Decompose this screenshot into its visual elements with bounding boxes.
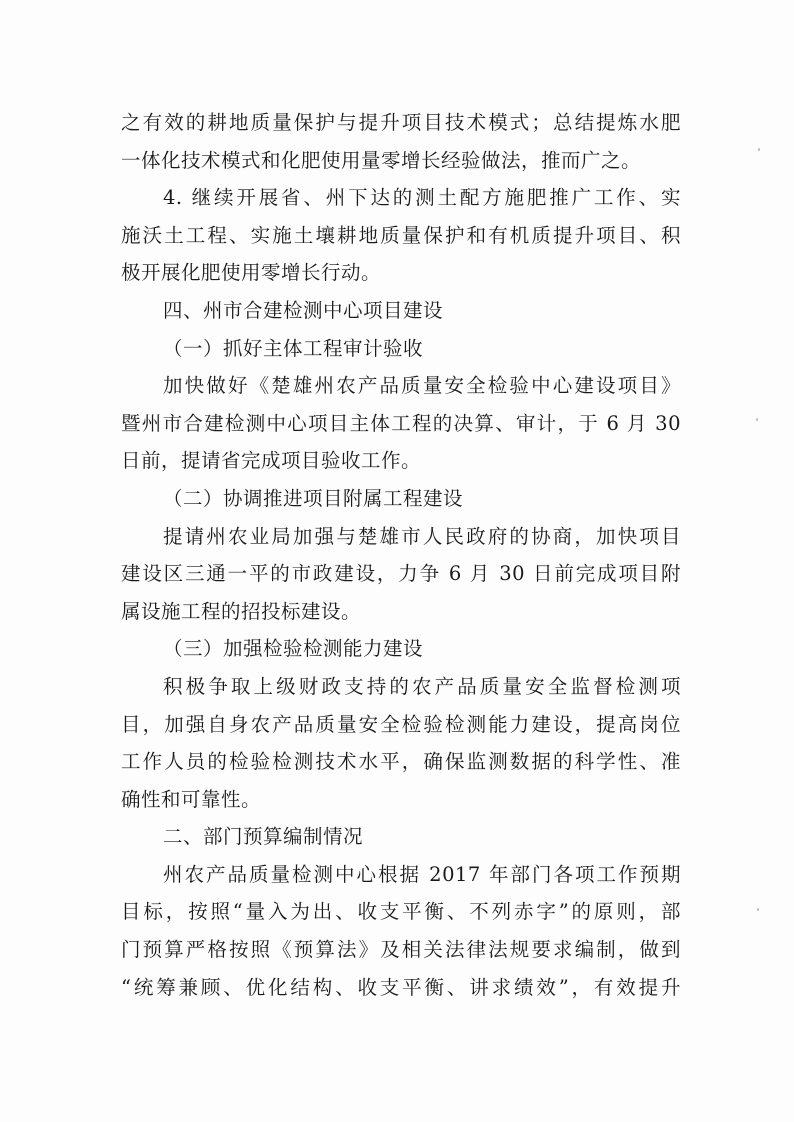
- subsection-heading: （一）抓好主体工程审计验收: [163, 336, 424, 360]
- text-line: 提请州农业局加强与楚雄市人民政府的协商，加快项目: [163, 524, 681, 548]
- text-line: 确性和可靠性。: [121, 787, 262, 811]
- subsection-heading: （二）协调推进项目附属工程建设: [163, 486, 464, 510]
- text-line: “统筹兼顾、优化结构、收支平衡、讲求绩效”，有效提升: [121, 975, 681, 999]
- text-line: 建设区三通一平的市政建设，力争 6 月 30 日前完成项目附: [121, 562, 681, 586]
- text-line: 之有效的耕地质量保护与提升项目技术模式；总结提炼水肥: [121, 111, 681, 134]
- text-line: 一体化技术模式和化肥使用量零增长经验做法，推而广之。: [121, 148, 642, 172]
- section-heading: 二、部门预算编制情况: [163, 825, 364, 849]
- text-line: 加快做好《楚雄州农产品质量安全检验中心建设项目》: [163, 374, 681, 398]
- text-line: 工作人员的检验检测技术水平，确保监测数据的科学性、准: [121, 750, 681, 774]
- text-line: 极开展化肥使用零增长行动。: [121, 261, 382, 285]
- text-line: 目标，按照“量入为出、收支平衡、不列赤字”的原则，部: [121, 900, 681, 924]
- subsection-heading: （三）加强检验检测能力建设: [163, 637, 424, 661]
- scan-speck: [757, 908, 759, 911]
- text-line: 施沃土工程、实施土壤耕地质量保护和有机质提升项目、积: [121, 223, 681, 247]
- text-line: 州农产品质量检测中心根据 2017 年部门各项工作预期: [163, 862, 681, 886]
- scan-speck: [756, 418, 758, 421]
- text-line: 属设施工程的招投标建设。: [121, 599, 362, 623]
- text-line: 4. 继续开展省、州下达的测土配方施肥推广工作、实: [163, 186, 681, 210]
- body-text: [121, 104, 681, 1006]
- text-line: 目，加强自身农产品质量安全检验检测能力建设，提高岗位: [121, 712, 681, 736]
- text-line: 积极争取上级财政支持的农产品质量安全监督检测项: [163, 674, 681, 698]
- text-line: 日前，提请省完成项目验收工作。: [121, 449, 422, 473]
- text-line: 暨州市合建检测中心项目主体工程的决算、审计，于 6 月 30: [121, 411, 681, 435]
- scan-speck: [758, 148, 760, 151]
- text-line: 门预算严格按照《预算法》及相关法律法规要求编制，做到: [121, 938, 681, 962]
- section-heading: 四、州市合建检测中心项目建设: [163, 298, 444, 322]
